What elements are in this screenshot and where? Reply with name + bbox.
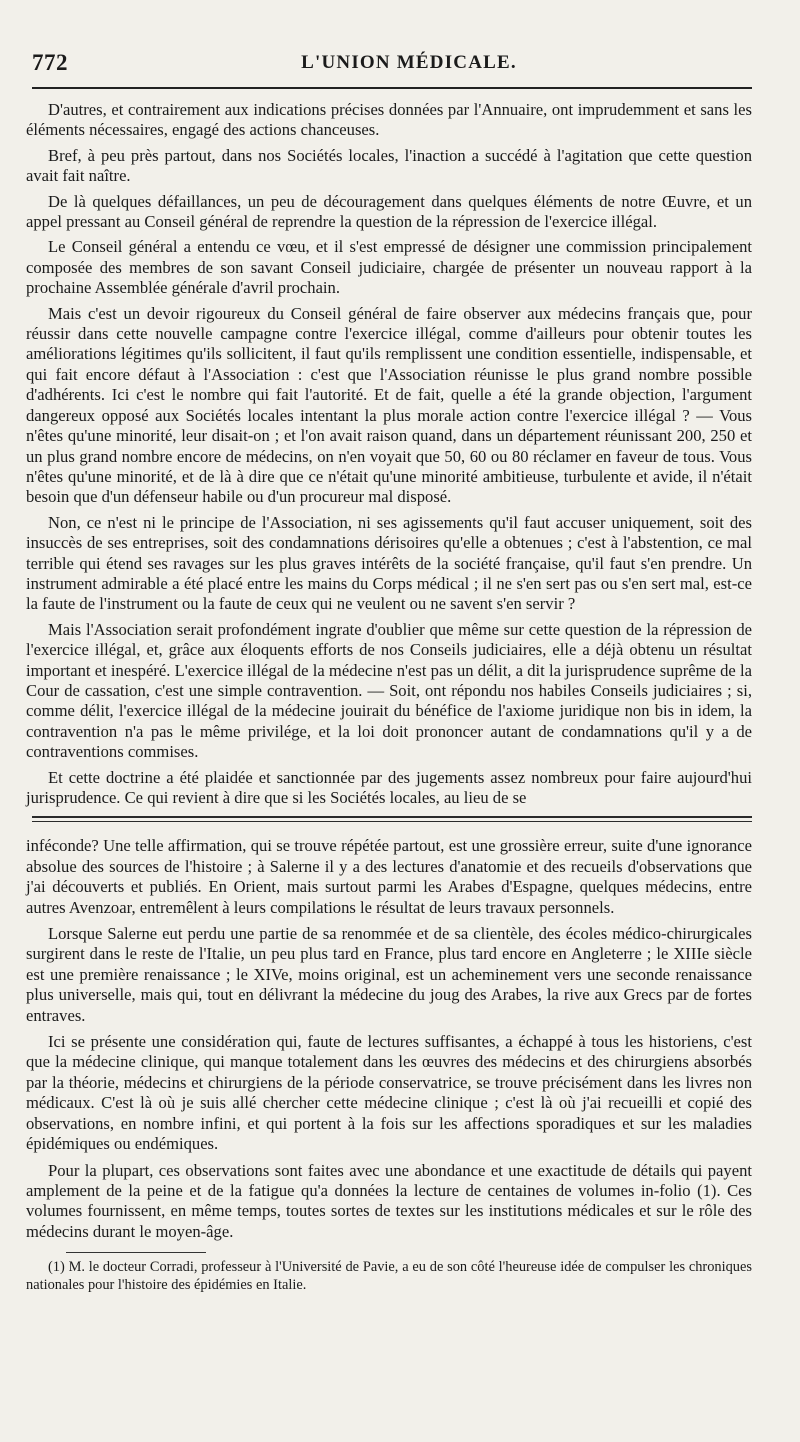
feuilleton-separator: [32, 816, 752, 818]
paragraph: inféconde? Une telle affirmation, qui se trouve répétée partout, est une grossière erreur, suite d'une ignorance absolue des sources de l'histoire ; à Salerne il y a des lectures d'anatomie et des recueils d'observations que j'ai découverts et publiés. En Orient, mais surtout parmi les Arabes d'Espagne, quelques médecins, entre autres Avenzoar, entremêlent à leurs compilations le résultat de leurs travaux personnels.: [26, 836, 752, 917]
paragraph: Ici se présente une considération qui, faute de lectures suffisantes, a échappé à tous les historiens, c'est que la médecine clinique, qui manque totalement dans les œuvres des médecins et des chirurgiens absorbés par la théorie, médecins et chirurgiens de la période conservatrice, se trouve précisément dans les livres non médicaux. C'est là où je suis allé chercher cette médecine clinique ; c'est là où j'ai recueilli et copié des observations, en nombre infini, et qui portent à la fois sur les affections sporadiques et sur les maladies épidémiques ou endémiques.: [26, 1032, 752, 1154]
feuilleton-separator-thin: [32, 821, 752, 822]
footnote: (1) M. le docteur Corradi, professeur à l'Université de Pavie, a eu de son côté l'heureuse idée de compulser les chroniques nationales pour l'histoire des épidémies en Italie.: [26, 1259, 752, 1293]
paragraph: Le Conseil général a entendu ce vœu, et il s'est empressé de désigner une commission principalement composée des membres de son savant Conseil judiciaire, chargée de présenter un nouveau rapport à la prochaine Assemblée générale d'avril prochain.: [26, 237, 752, 298]
paragraph: Mais c'est un devoir rigoureux du Conseil général de faire observer aux médecins français que, pour réussir dans cette nouvelle campagne contre l'exercice illégal, comme d'ailleurs pour obtenir toutes les améliorations légitimes qu'ils sollicitent, il faut qu'ils remplissent une condition essentielle, indispensable, et qui fait encore défaut à l'Association : c'est que l'Association réunisse le plus grand nombre possible d'adhérents. Ici c'est le nombre qui fait l'autorité. Et de fait, quelle a été la grande objection, l'argument dangereux opposé aux Sociétés locales intentant la plus morale action contre l'exercice illégal ? — Vous n'êtes qu'une minorité, leur disait-on ; et l'on avait raison quand, dans un département réunissant 200, 250 et un plus grand nombre encore de médecins, on n'en voyait que 50, 60 ou 80 réclamer en faveur de tous. Vous n'êtes qu'une minorité, et de là à dire que ce n'était qu'une minorité ambitieuse, turbulente et avide, il n'était besoin que d'un défenseur habile ou d'un procureur mal disposé.: [26, 303, 752, 507]
journal-title: L'UNION MÉDICALE.: [301, 52, 517, 73]
paragraph: De là quelques défaillances, un peu de découragement dans quelques éléments de notre Œuvre, et un appel pressant au Conseil général de reprendre la question de la répression de l'exercice illégal.: [26, 191, 752, 232]
footnote-rule: [66, 1252, 206, 1253]
page-number: 772: [32, 50, 68, 75]
article-body: [26, 100, 752, 808]
paragraph: Pour la plupart, ces observations sont faites avec une abondance et une exactitude de détails qui payent amplement de la peine et de la fatigue qu'a données la lecture de centaines de volumes in-folio (1). Ces volumes fournissent, en même temps, toutes sortes de textes sur les institutions médicales et sur le rôle des médecins durant le moyen-âge.: [26, 1160, 752, 1241]
paragraph: D'autres, et contrairement aux indications précises données par l'Annuaire, ont imprudemment et sans les éléments nécessaires, engagé des actions chanceuses.: [26, 100, 752, 140]
paragraph: Non, ce n'est ni le principe de l'Association, ni ses agissements qu'il faut accuser uniquement, soit des insuccès de ses entreprises, soit des condamnations dérisoires qu'elle a obtenues ; c'est à l'abstention, ce mal terrible qui étend ses ravages sur les plus graves intérêts de la société française, qu'il faut s'en prendre. Un instrument admirable a été placé entre les mains du Corps médical ; il ne s'en sert pas ou s'en sert mal, est-ce la faute de l'instrument ou la faute de ceux qui ne veulent ou ne savent s'en servir ?: [26, 512, 752, 614]
paragraph: Bref, à peu près partout, dans nos Sociétés locales, l'inaction a succédé à l'agitation que cette question avait fait naître.: [26, 145, 752, 186]
paragraph: Lorsque Salerne eut perdu une partie de sa renommée et de sa clientèle, des écoles médico-chirurgicales surgirent dans le reste de l'Italie, un peu plus tard en France, plus tard encore en Angleterre ; le XIIIe siècle est une première renaissance ; le XIVe, moins original, est un acheminement vers une seconde renaissance plus universelle, mais qui, tout en délivrant la médecine du joug des Arabes, la rive aux Grecs par de fortes entraves.: [26, 924, 752, 1025]
page-header: [26, 0, 752, 88]
paragraph: Et cette doctrine a été plaidée et sanctionnée par des jugements assez nombreux pour faire aujourd'hui jurisprudence. Ce qui revient à dire que si les Sociétés locales, au lieu de se: [26, 767, 752, 807]
feuilleton-body: [26, 836, 752, 1242]
paragraph: Mais l'Association serait profondément ingrate d'oublier que même sur cette question de la répression de l'exercice illégal, et, grâce aux éloquents efforts de nos Conseils judiciaires, elle a déjà obtenu un résultat important et inespéré. L'exercice illégal de la médecine n'est pas un délit, a dit la jurisprudence suprême de la Cour de cassation, c'est une simple contravention. — Soit, ont répondu nos habiles Conseils judiciaires ; si, comme délit, l'exercice illégal de la médecine jouirait du bénéfice de l'axiome juridique non bis in idem, la contravention n'a pas le même privilége, et la loi doit prononcer autant de condamnations qu'il y a de contraventions commises.: [26, 619, 752, 762]
header-rule: [32, 87, 752, 89]
